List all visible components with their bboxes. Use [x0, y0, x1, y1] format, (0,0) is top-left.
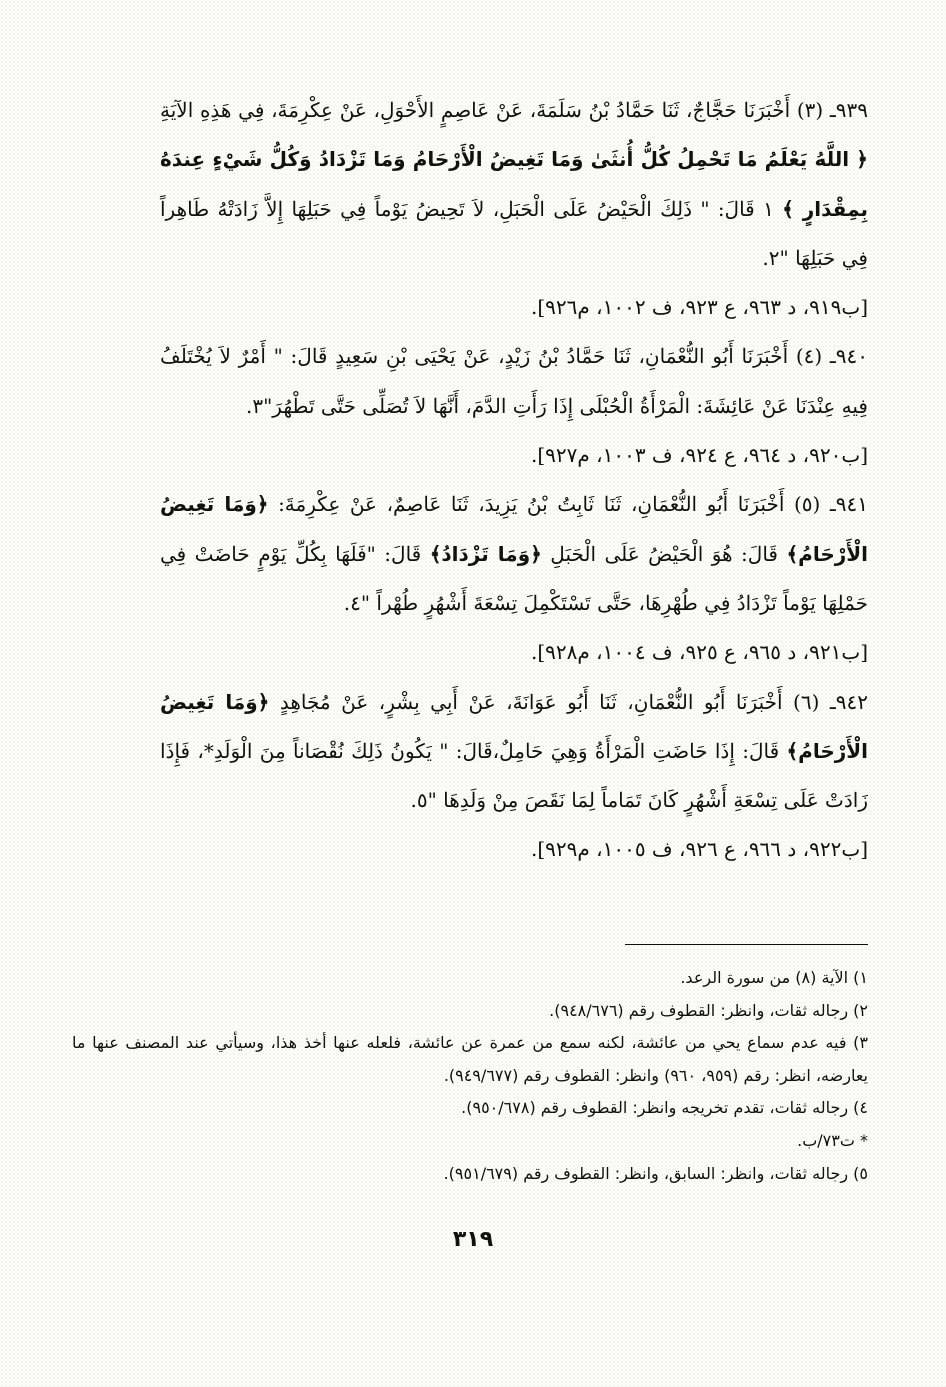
quran-verse: ﴿ اللَّهُ يَعْلَمُ مَا تَحْمِلُ كُلُّ أُنثَىٰ وَمَا تَغِيضُ الْأَرْحَامُ وَمَا تَزْدَادُ وَكُلُّ شَيْءٍ عِندَهُ بِمِقْدَارٍ ﴾	[160, 147, 868, 221]
hadith-reference: [ب٩٢١، د ٩٦٥، ع ٩٢٥، ف ١٠٠٤، م٩٢٨].	[530, 640, 868, 665]
footnote-2: ٢) رجاله ثقات، وانظر: القطوف رقم (٩٤٨/٦٧٦).	[549, 1000, 868, 1020]
hadith-text: ١ قَالَ: " ذَلِكَ الْحَيْضُ عَلَى الْحَبَلِ، لاَ تَحِيضُ يَوْماً فِي حَبَلِهَا إِلاَّ زَادَتْهُ طَاهِراً فِي حَبَلِهَا "٢.	[160, 196, 868, 270]
footnote-manuscript-marker: * ت٧٣/ب.	[797, 1130, 868, 1150]
hadith-text: ٩٤٢ـ (٦) أَخْبَرَنَا أَبُو النُّعْمَانِ، ثَنَا أَبُو عَوَانَةَ، عَنْ أَبِي بِشْرٍ، عَنْ مُجَاهِدٍ	[269, 689, 868, 714]
hadith-939	[160, 86, 868, 283]
hadith-941	[160, 480, 868, 628]
quran-verse: ﴿وَمَا تَزْدَادُ﴾	[429, 541, 542, 566]
hadith-text: ٩٣٩ـ (٣) أَخْبَرَنَا حَجَّاجٌ، ثَنَا حَمَّادُ بْنُ سَلَمَةَ، عَنْ عَاصِمٍ الأَحْوَلِ، عَنْ عِكْرِمَةَ، فِي هَذِهِ الآيَةِ	[160, 98, 868, 122]
hadith-942	[160, 678, 868, 826]
page-number: ٣١٩	[452, 1227, 494, 1252]
footnote-1: ١) الآية (٨) من سورة الرعد.	[680, 968, 868, 987]
quran-verse: ﴿وَمَا تَغِيضُ الْأَرْحَامُ﴾	[160, 689, 868, 763]
footnote-3: ٣) فيه عدم سماع يحي من عائشة، لكنه سمع من عمرة عن عائشة، فلعله عنها أخذ هذا، وسيأتي عند المصنف عنها ما يعارضه، انظر: رقم (٩٥٩، ٩٦٠) وانظر: القطوف رقم (٩٤٩/٦٧٧).	[72, 1033, 868, 1085]
hadith-reference: [ب٩٢٢، د ٩٦٦، ع ٩٢٦، ف ١٠٠٥، م٩٢٩].	[530, 837, 868, 862]
hadith-940	[160, 332, 868, 431]
footnotes	[72, 962, 868, 1190]
hadith-text: قَالَ: هُوَ الْحَيْضُ عَلَى الْحَبَلِ	[541, 541, 787, 566]
body-text	[160, 86, 868, 875]
hadith-text: ٩٤١ـ (٥) أَخْبَرَنَا أَبُو النُّعْمَانِ، ثَنَا ثَابِتُ بْنُ يَزِيدَ، ثَنَا عَاصِمٌ، عَنْ عِكْرِمَةَ:	[268, 492, 868, 517]
footnote-separator	[625, 944, 868, 945]
hadith-text: ٩٤٠ـ (٤) أَخْبَرَنَا أَبُو النُّعْمَانِ، ثَنَا حَمَّادُ بْنُ زَيْدٍ، عَنْ يَحْيَى بْنِ سَعِيدٍ قَالَ: " أَمْرٌ لاَ يُخْتَلَفُ فِيهِ عِنْدَنَا عَنْ عَائِشَةَ: الْمَرْأَةُ الْحُبْلَى إِذَا رَأَتِ الدَّمَ، أَنَّهَا لاَ تُصَلِّى حَتَّى تَطْهُرَ"٣.	[160, 344, 868, 418]
quran-verse: ﴿وَمَا تَغِيضُ الْأَرْحَامُ﴾	[160, 492, 868, 566]
footnote-4: ٤) رجاله ثقات، تقدم تخريجه وانظر: القطوف رقم (٩٥٠/٦٧٨).	[461, 1098, 868, 1118]
hadith-text: قَالَ: إِذَا حَاضَتِ الْمَرْأَةُ وَهِيَ حَامِلٌ،قَالَ: " يَكُونُ ذَلِكَ نُقْصَاناً مِنَ الْوَلَدِ*، فَإِذَا زَادَتْ عَلَى تِسْعَةِ أَشْهُرٍ كَانَ تَمَاماً لِمَا نَقَصَ مِنْ وَلَدِهَا "٥.	[160, 738, 868, 813]
hadith-text: قَالَ: "فَلَهَا بِكُلِّ يَوْمٍ حَاضَتْ فِي حَمْلِهَا يَوْماً تَزْدَادُ فِي طُهْرِهَا، حَتَّى تَسْتَكْمِلَ تِسْعَةَ أَشْهُرٍ طُهْراً "٤.	[160, 541, 868, 615]
hadith-reference: [ب٩١٩، د ٩٦٣، ع ٩٢٣، ف ١٠٠٢، م٩٢٦].	[530, 295, 868, 320]
hadith-reference: [ب٩٢٠، د ٩٦٤، ع ٩٢٤، ف ١٠٠٣، م٩٢٧].	[530, 443, 868, 468]
footnote-5: ٥) رجاله ثقات، وانظر: السابق، وانظر: القطوف رقم (٩٥١/٦٧٩).	[443, 1163, 868, 1183]
